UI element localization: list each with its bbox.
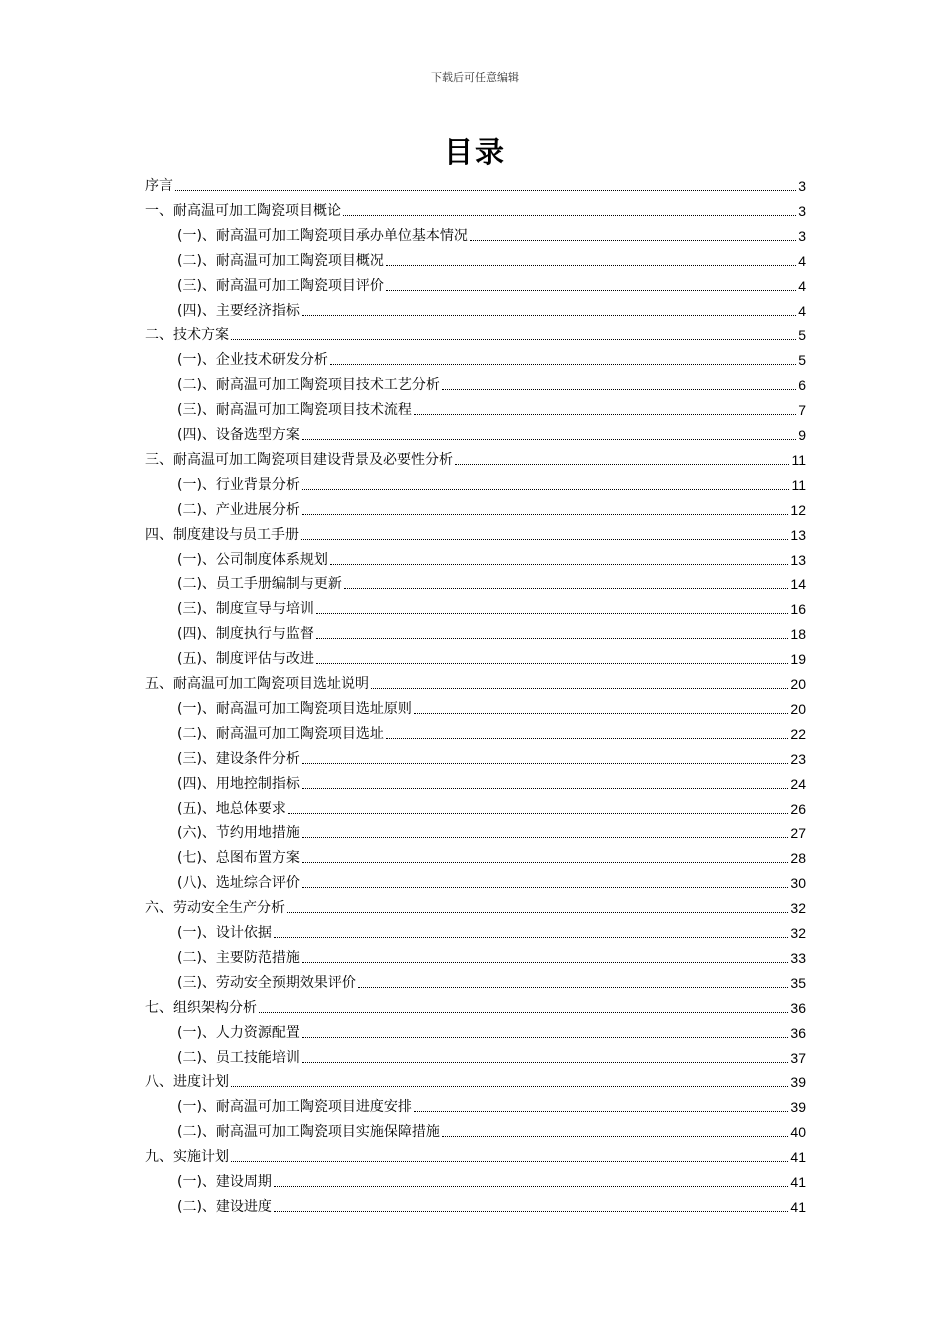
toc-entry[interactable] [177, 375, 806, 395]
toc-entry-label: (二)、耐高温可加工陶瓷项目技术工艺分析 [177, 377, 440, 394]
toc-entry-label: (二)、主要防范措施 [177, 949, 300, 966]
dot-leader [302, 489, 790, 490]
dot-leader [259, 1012, 788, 1013]
toc-entry-page: 37 [790, 1049, 806, 1066]
toc-entry-page: 41 [790, 1198, 806, 1215]
toc-entry[interactable] [177, 774, 806, 794]
toc-entry-page: 39 [790, 1099, 806, 1116]
toc-entry-label: (二)、耐高温可加工陶瓷项目实施保障措施 [177, 1124, 440, 1141]
dot-leader [175, 190, 796, 191]
dot-leader [344, 588, 788, 589]
toc-entry[interactable] [145, 1072, 806, 1092]
toc-entry-label: (四)、制度执行与监督 [177, 626, 314, 643]
toc-entry-page: 12 [790, 501, 806, 518]
toc-entry[interactable] [177, 699, 806, 719]
toc-entry[interactable] [145, 525, 806, 545]
toc-entry[interactable] [177, 948, 806, 968]
toc-entry-label: 一、耐高温可加工陶瓷项目概论 [145, 202, 341, 219]
dot-leader [274, 1186, 788, 1187]
toc-entry-page: 9 [798, 427, 806, 443]
toc-entry[interactable] [177, 1048, 806, 1068]
toc-entry[interactable] [145, 450, 806, 470]
dot-leader [330, 564, 788, 565]
dot-leader [386, 738, 788, 739]
dot-leader [302, 962, 788, 963]
dot-leader [288, 813, 788, 814]
toc-entry-page: 13 [790, 526, 806, 543]
toc-entry-page: 16 [790, 601, 806, 618]
toc-entry-page: 11 [791, 451, 806, 468]
dot-leader [231, 1161, 788, 1162]
toc-entry-page: 23 [790, 750, 806, 767]
toc-entry-label: 五、耐高温可加工陶瓷项目选址说明 [145, 676, 369, 692]
toc-entry-page: 5 [798, 352, 806, 369]
toc-entry[interactable] [145, 898, 806, 918]
toc-entry[interactable] [177, 823, 806, 843]
toc-entry[interactable] [177, 873, 806, 893]
toc-entry[interactable] [145, 1147, 806, 1167]
toc-entry-label: (一)、公司制度体系规划 [177, 551, 328, 568]
toc-entry-page: 36 [790, 1024, 806, 1041]
dot-leader [330, 364, 796, 365]
toc-entry-label: (三)、制度宣导与培训 [177, 601, 314, 618]
toc-entry-page: 19 [790, 651, 806, 668]
dot-leader [302, 837, 788, 838]
toc-entry-page: 40 [790, 1124, 806, 1141]
toc-entry[interactable] [177, 599, 806, 619]
toc-entry-label: (五)、制度评估与改进 [177, 651, 314, 668]
toc-entry-page: 32 [790, 925, 806, 941]
toc-entry-label: (二)、员工技能培训 [177, 1049, 300, 1066]
toc-entry-label: (三)、建设条件分析 [177, 750, 300, 767]
dot-leader [386, 290, 796, 291]
toc-entry-page: 5 [798, 327, 806, 344]
dot-leader [274, 1211, 788, 1212]
toc-entry-page: 22 [790, 725, 806, 742]
toc-entry[interactable] [145, 998, 806, 1018]
toc-entry[interactable] [177, 848, 806, 868]
toc-entry-label: (二)、耐高温可加工陶瓷项目概况 [177, 252, 384, 269]
toc-entry-label: (六)、节约用地措施 [177, 825, 300, 842]
toc-entry-page: 28 [790, 850, 806, 867]
toc-entry[interactable] [177, 624, 806, 644]
toc-entry[interactable] [177, 1197, 806, 1217]
toc-entry-page: 39 [790, 1074, 806, 1091]
toc-entry[interactable] [177, 226, 806, 246]
dot-leader [371, 688, 788, 689]
toc-entry-label: 三、耐高温可加工陶瓷项目建设背景及必要性分析 [145, 451, 453, 468]
toc-entry-label: (三)、耐高温可加工陶瓷项目评价 [177, 277, 384, 294]
dot-leader [442, 389, 796, 390]
toc-entry-label: (七)、总图布置方案 [177, 850, 300, 867]
toc-entry-page: 20 [790, 700, 806, 717]
dot-leader [302, 763, 788, 764]
toc-entry-page: 36 [790, 999, 806, 1016]
toc-entry-label: (二)、产业进展分析 [177, 501, 300, 518]
toc-entry-label: 序言 [145, 178, 173, 194]
toc-entry[interactable] [177, 749, 806, 769]
toc-entry[interactable] [177, 649, 806, 669]
toc-entry[interactable] [145, 176, 806, 196]
dot-leader [274, 937, 788, 938]
toc-entry[interactable] [177, 251, 806, 271]
toc-entry-page: 20 [790, 676, 806, 692]
toc-entry-label: (二)、耐高温可加工陶瓷项目选址 [177, 725, 384, 742]
toc-entry-label: 四、制度建设与员工手册 [145, 526, 299, 543]
toc-entry[interactable] [177, 350, 806, 370]
dot-leader [414, 1111, 788, 1112]
dot-leader [414, 713, 788, 714]
toc-entry[interactable] [177, 500, 806, 520]
toc-entry[interactable] [177, 973, 806, 993]
toc-entry-page: 13 [790, 551, 806, 568]
toc-entry[interactable] [177, 550, 806, 570]
toc-entry-label: (八)、选址综合评价 [177, 875, 300, 892]
dot-leader [302, 862, 788, 863]
toc-entry[interactable] [177, 799, 806, 819]
toc-title: 目录 [443, 135, 506, 169]
toc-entry-label: (三)、耐高温可加工陶瓷项目技术流程 [177, 402, 412, 419]
toc-entry[interactable] [177, 724, 806, 744]
dot-leader [302, 788, 788, 789]
toc-entry-label: 八、进度计划 [145, 1074, 229, 1091]
dot-leader [231, 339, 796, 340]
toc-entry-page: 41 [790, 1174, 806, 1190]
toc-entry-page: 41 [790, 1149, 806, 1166]
dot-leader [302, 1062, 788, 1063]
dot-leader [301, 539, 788, 540]
toc-entry-page: 24 [790, 775, 806, 792]
toc-entry-label: (三)、劳动安全预期效果评价 [177, 974, 356, 991]
toc-entry[interactable] [145, 325, 806, 345]
toc-entry-label: 七、组织架构分析 [145, 999, 257, 1016]
toc-entry[interactable] [177, 1122, 806, 1142]
toc-entry[interactable] [177, 1097, 806, 1117]
toc-entry-label: (一)、建设周期 [177, 1174, 272, 1190]
toc-entry[interactable] [145, 674, 806, 694]
toc-entry-label: (一)、耐高温可加工陶瓷项目进度安排 [177, 1099, 412, 1116]
dot-leader [231, 1086, 788, 1087]
toc-entry-page: 4 [798, 277, 806, 294]
toc-entry-page: 7 [798, 402, 806, 419]
dot-leader [302, 439, 796, 440]
toc-entry-label: (四)、设备选型方案 [177, 427, 300, 443]
toc-entry-label: (一)、耐高温可加工陶瓷项目选址原则 [177, 700, 412, 717]
toc-entry[interactable] [177, 276, 806, 296]
toc-entry-label: (二)、员工手册编制与更新 [177, 576, 342, 593]
toc-entry-label: (二)、建设进度 [177, 1198, 272, 1215]
toc-entry-label: (一)、人力资源配置 [177, 1024, 300, 1041]
toc-entry-page: 32 [790, 900, 806, 917]
dot-leader [302, 315, 796, 316]
toc-entry[interactable] [177, 301, 806, 321]
toc-entry-label: (五)、地总体要求 [177, 800, 286, 817]
toc-entry-label: 六、劳动安全生产分析 [145, 900, 285, 917]
toc-entry-page: 27 [790, 825, 806, 842]
toc-entry-label: (一)、耐高温可加工陶瓷项目承办单位基本情况 [177, 227, 468, 244]
dot-leader [302, 1037, 788, 1038]
toc-entry[interactable] [145, 201, 806, 221]
toc-entry-page: 3 [798, 178, 806, 194]
dot-leader [414, 414, 796, 415]
toc-entry[interactable] [177, 425, 806, 445]
dot-leader [358, 987, 788, 988]
toc-entry[interactable] [177, 574, 806, 594]
toc-entry-page: 14 [790, 576, 806, 593]
toc-entry[interactable] [177, 475, 806, 495]
dot-leader [302, 514, 788, 515]
dot-leader [442, 1136, 788, 1137]
dot-leader [386, 265, 796, 266]
header-note: 下载后可任意编辑 [431, 71, 519, 84]
toc-entry[interactable] [177, 923, 806, 943]
toc-entry-label: 二、技术方案 [145, 327, 229, 344]
toc-entry-label: 九、实施计划 [145, 1149, 229, 1166]
dot-leader [316, 638, 788, 639]
toc-entry-label: (一)、设计依据 [177, 925, 272, 941]
toc-entry-page: 4 [798, 252, 806, 269]
dot-leader [287, 912, 788, 913]
dot-leader [470, 240, 796, 241]
dot-leader [455, 464, 789, 465]
toc-entry-label: (一)、企业技术研发分析 [177, 352, 328, 369]
dot-leader [316, 613, 788, 614]
toc-entry-label: (一)、行业背景分析 [177, 476, 300, 493]
toc-entry-page: 3 [798, 202, 806, 219]
toc-entry-page: 30 [790, 875, 806, 892]
toc-entry[interactable] [177, 1172, 806, 1192]
toc-entry-label: (四)、用地控制指标 [177, 775, 300, 792]
toc-entry-page: 18 [790, 626, 806, 643]
toc-entry-page: 3 [798, 227, 806, 244]
toc-entry-page: 4 [798, 302, 806, 319]
dot-leader [343, 215, 796, 216]
toc-entry-label: (四)、主要经济指标 [177, 302, 300, 319]
toc-entry[interactable] [177, 400, 806, 420]
toc-entry-page: 33 [790, 949, 806, 966]
toc-entry-page: 6 [798, 377, 806, 394]
toc-entry-page: 11 [791, 476, 806, 493]
toc-entry-page: 26 [790, 800, 806, 817]
toc-entry[interactable] [177, 1023, 806, 1043]
toc-entry-page: 35 [790, 974, 806, 991]
dot-leader [302, 887, 788, 888]
dot-leader [316, 663, 788, 664]
